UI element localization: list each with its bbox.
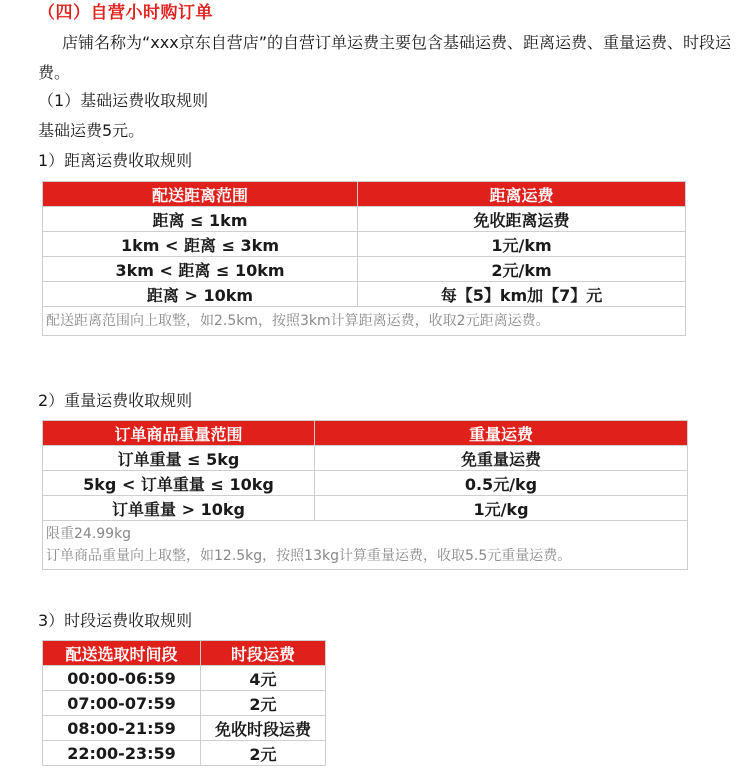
table-cell: 4元	[201, 666, 326, 691]
table-cell: 免收时段运费	[201, 716, 326, 741]
table-note-row	[43, 521, 688, 570]
table-row	[43, 282, 686, 307]
table-cell: 订单重量 ≤ 5kg	[43, 446, 315, 471]
table-cell: 免重量运费	[315, 446, 688, 471]
table-cell: 22:00-23:59	[43, 741, 201, 766]
weight-heading: 2）重量运费收取规则	[38, 391, 193, 410]
table-cell: 0.5元/kg	[315, 471, 688, 496]
table-cell: 距离 > 10km	[43, 282, 358, 307]
table-cell: 订单重量 > 10kg	[43, 496, 315, 521]
table-row	[43, 446, 688, 471]
table-header-row	[43, 182, 686, 207]
table-row	[43, 232, 686, 257]
table-cell: 每【5】km加【7】元	[358, 282, 686, 307]
column-header: 时段运费	[201, 641, 326, 666]
intro-paragraph: 店铺名称为“xxx京东自营店”的自营订单运费主要包含基础运费、距离运费、重量运费、时段运费。	[38, 33, 731, 82]
table-header-row	[43, 421, 688, 446]
table-row	[43, 496, 688, 521]
distance-fee-table	[42, 181, 686, 336]
table-row	[43, 257, 686, 282]
table-note-row	[43, 307, 686, 336]
base-fee-heading: （1）基础运费收取规则	[38, 91, 209, 110]
table-row	[43, 471, 688, 496]
weight-fee-table	[42, 420, 688, 570]
table-cell: 5kg < 订单重量 ≤ 10kg	[43, 471, 315, 496]
table-cell: 1元/kg	[315, 496, 688, 521]
weight-limit-note: 限重24.99kg	[46, 526, 132, 542]
column-header: 配送选取时间段	[43, 641, 201, 666]
table-cell: 3km < 距离 ≤ 10km	[43, 257, 358, 282]
column-header: 重量运费	[315, 421, 688, 446]
timeslot-fee-table	[42, 640, 326, 766]
table-cell: 免收距离运费	[358, 207, 686, 232]
table-note	[43, 521, 688, 570]
table-cell: 距离 ≤ 1km	[43, 207, 358, 232]
column-header: 配送距离范围	[43, 182, 358, 207]
table-row	[43, 716, 326, 741]
table-cell: 08:00-21:59	[43, 716, 201, 741]
timeslot-heading: 3）时段运费收取规则	[38, 611, 193, 630]
table-row	[43, 207, 686, 232]
section-title: （四）自营小时购订单	[38, 3, 213, 23]
table-cell: 07:00-07:59	[43, 691, 201, 716]
column-header: 距离运费	[358, 182, 686, 207]
table-row	[43, 666, 326, 691]
column-header: 订单商品重量范围	[43, 421, 315, 446]
table-cell: 2元/km	[358, 257, 686, 282]
table-cell: 1元/km	[358, 232, 686, 257]
table-row	[43, 691, 326, 716]
base-fee-text: 基础运费5元。	[38, 121, 145, 140]
table-cell: 2元	[201, 741, 326, 766]
table-note: 配送距离范围向上取整，如2.5km，按照3km计算距离运费，收取2元距离运费。	[43, 307, 686, 336]
weight-rounding-note: 订单商品重量向上取整，如12.5kg，按照13kg计算重量运费，收取5.5元重量运费。	[46, 548, 572, 564]
table-cell: 00:00-06:59	[43, 666, 201, 691]
table-row	[43, 741, 326, 766]
table-cell: 1km < 距离 ≤ 3km	[43, 232, 358, 257]
table-header-row	[43, 641, 326, 666]
table-cell: 2元	[201, 691, 326, 716]
distance-heading: 1）距离运费收取规则	[38, 151, 193, 170]
